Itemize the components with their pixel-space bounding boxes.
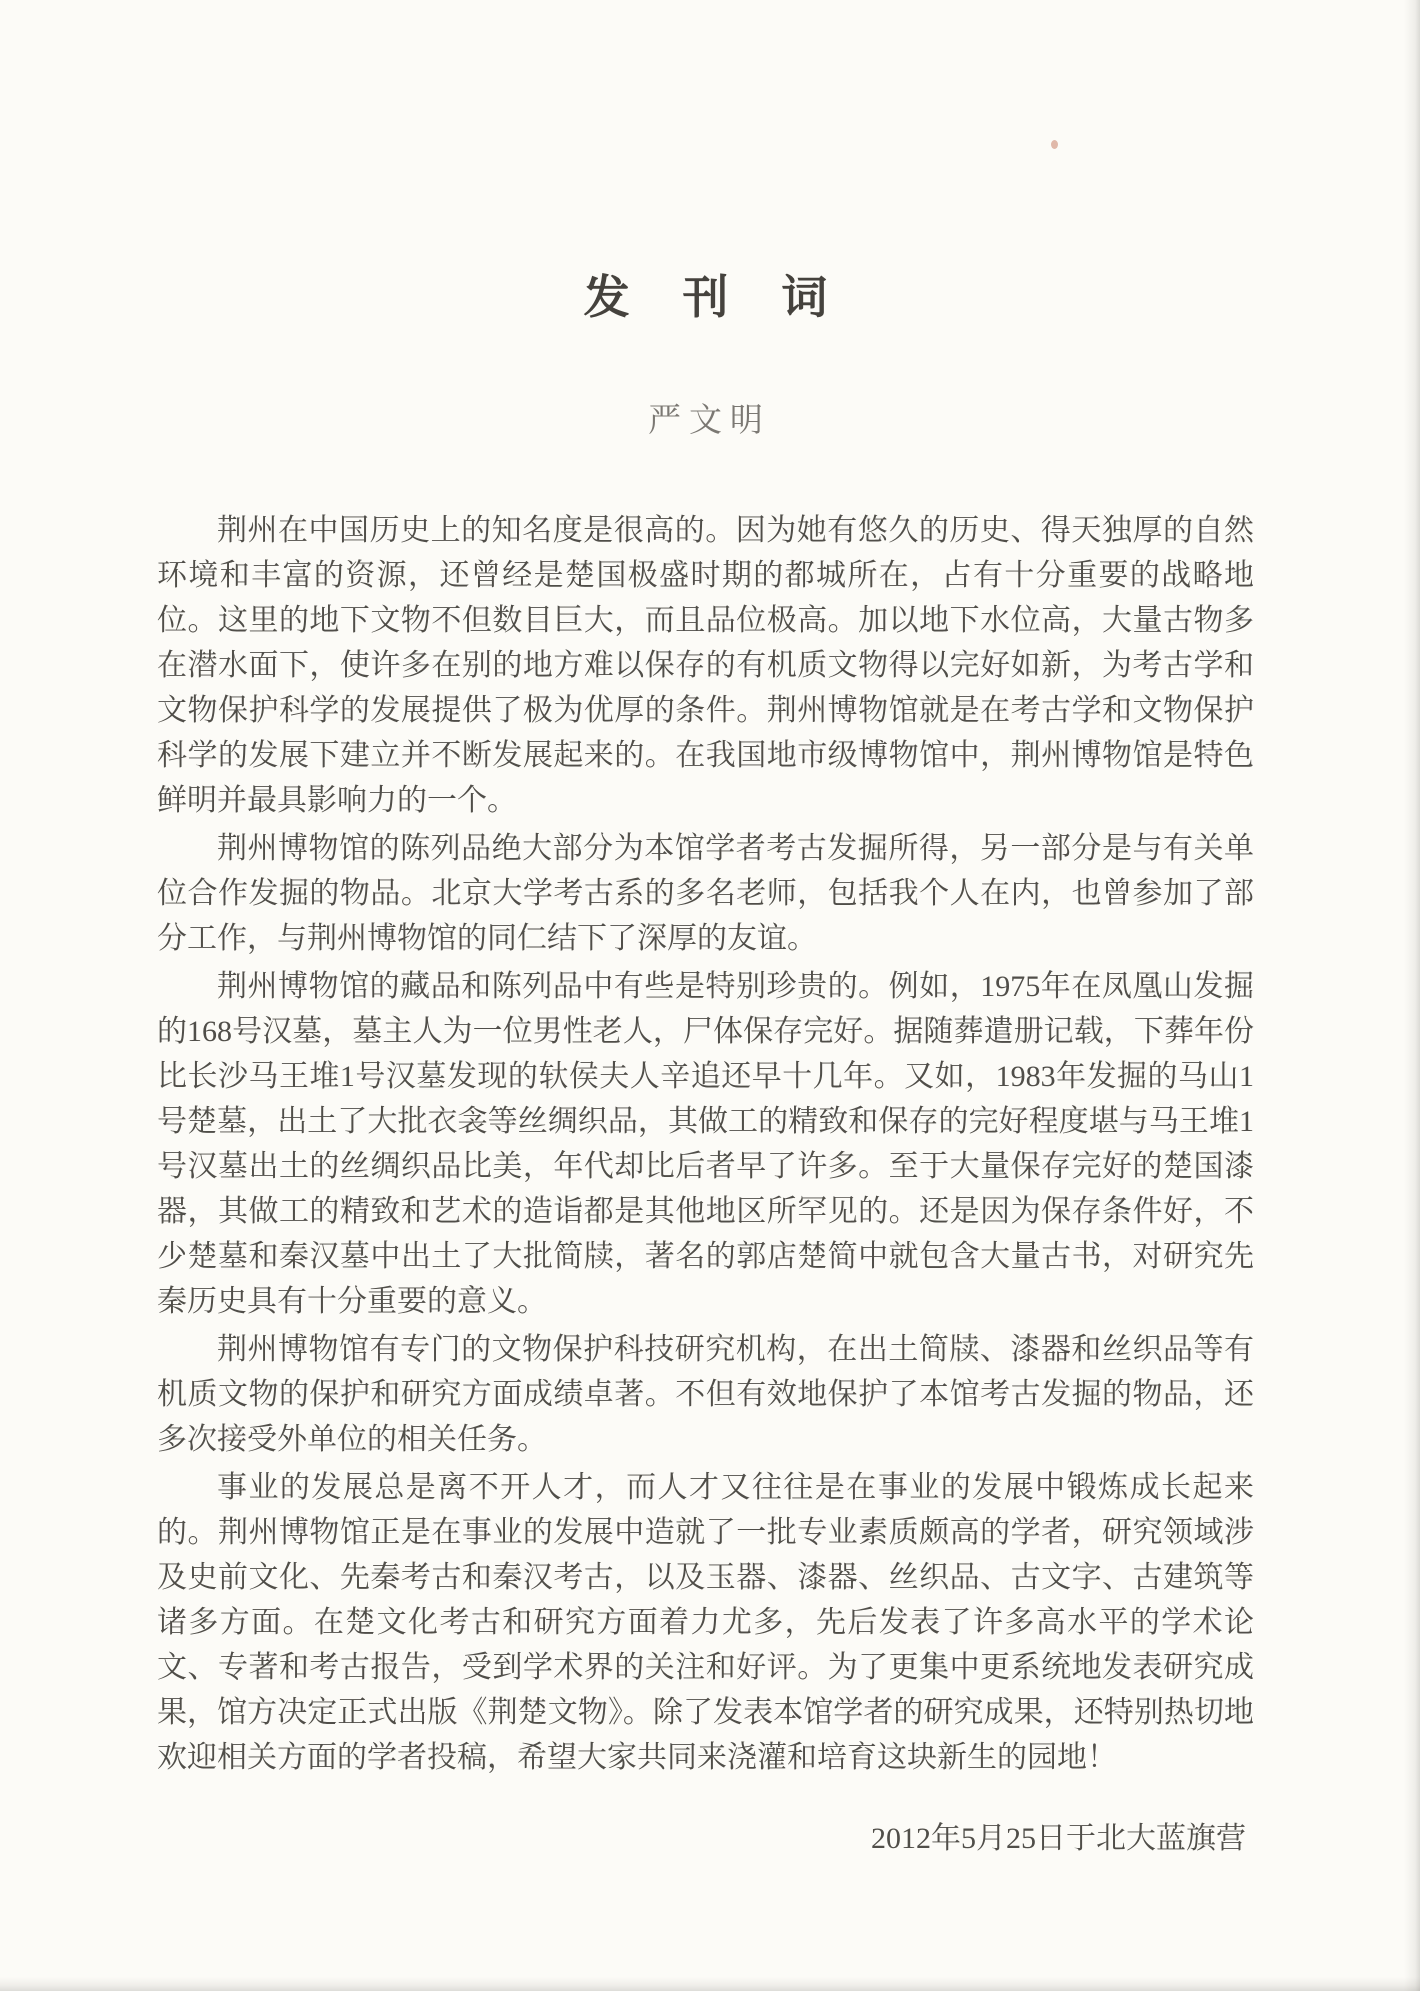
- author-name: 严文明: [648, 403, 771, 439]
- paragraph: 荆州在中国历史上的知名度是很高的。因为她有悠久的历史、得天独厚的自然环境和丰富的资源，还曾经是楚国极盛时期的都城所在，占有十分重要的战略地位。这里的地下文物不但数目巨大，而且品位极高。加以地下水位高，大量古物多在潜水面下，使许多在别的地方难以保存的有机质文物得以完好如新，为考古学和文物保护科学的发展提供了极为优厚的条件。荆州博物馆就是在考古学和文物保护科学的发展下建立并不断发展起来的。在我国地市级博物馆中，荆州博物馆是特色鲜明并最具影响力的一个。: [157, 514, 1254, 817]
- paragraph: 荆州博物馆有专门的文物保护科技研究机构，在出土简牍、漆器和丝织品等有机质文物的保护和研究方面成绩卓著。不但有效地保护了本馆考古发掘的物品，还多次接受外单位的相关任务。: [157, 1333, 1254, 1456]
- paragraph: 事业的发展总是离不开人才，而人才又往往是在事业的发展中锻炼成长起来的。荆州博物馆正是在事业的发展中造就了一批专业素质颇高的学者，研究领域涉及史前文化、先秦考古和秦汉考古，以及玉器、漆器、丝织品、古文字、古建筑等诸多方面。在楚文化考古和研究方面着力尤多，先后发表了许多高水平的学术论文、专著和考古报告，受到学术界的关注和好评。为了更集中更系统地发表研究成果，馆方决定正式出版《荆楚文物》。除了发表本馆学者的研究成果，还特别热切地欢迎相关方面的学者投稿，希望大家共同来浇灌和培育这块新生的园地！: [157, 1471, 1254, 1774]
- body-text: [157, 508, 1254, 1780]
- dateline: 2012年5月25日于北大蓝旗营: [871, 1822, 1246, 1855]
- page-edge-right-shading: [1404, 0, 1420, 1991]
- paragraph: 荆州博物馆的陈列品绝大部分为本馆学者考古发掘所得，另一部分是与有关单位合作发掘的物品。北京大学考古系的多名老师，包括我个人在内，也曾参加了部分工作，与荆州博物馆的同仁结下了深厚的友谊。: [157, 832, 1254, 955]
- document-content: [157, 0, 1254, 1861]
- page-edge-bottom-shading: [0, 1977, 1420, 1991]
- page-title: 发刊词: [583, 272, 881, 323]
- paragraph: 荆州博物馆的藏品和陈列品中有些是特别珍贵的。例如，1975年在凤凰山发掘的168号汉墓，墓主人为一位男性老人，尸体保存完好。据随葬遣册记载，下葬年份比长沙马王堆1号汉墓发现的轪侯夫人辛追还早十几年。又如，1983年发掘的马山1号楚墓，出土了大批衣衾等丝绸织品，其做工的精致和保存的完好程度堪与马王堆1号汉墓出土的丝绸织品比美，年代却比后者早了许多。至于大量保存完好的楚国漆器，其做工的精致和艺术的造诣都是其他地区所罕见的。还是因为保存条件好，不少楚墓和秦汉墓中出土了大批简牍，著名的郭店楚简中就包含大量古书，对研究先秦历史具有十分重要的意义。: [157, 970, 1254, 1318]
